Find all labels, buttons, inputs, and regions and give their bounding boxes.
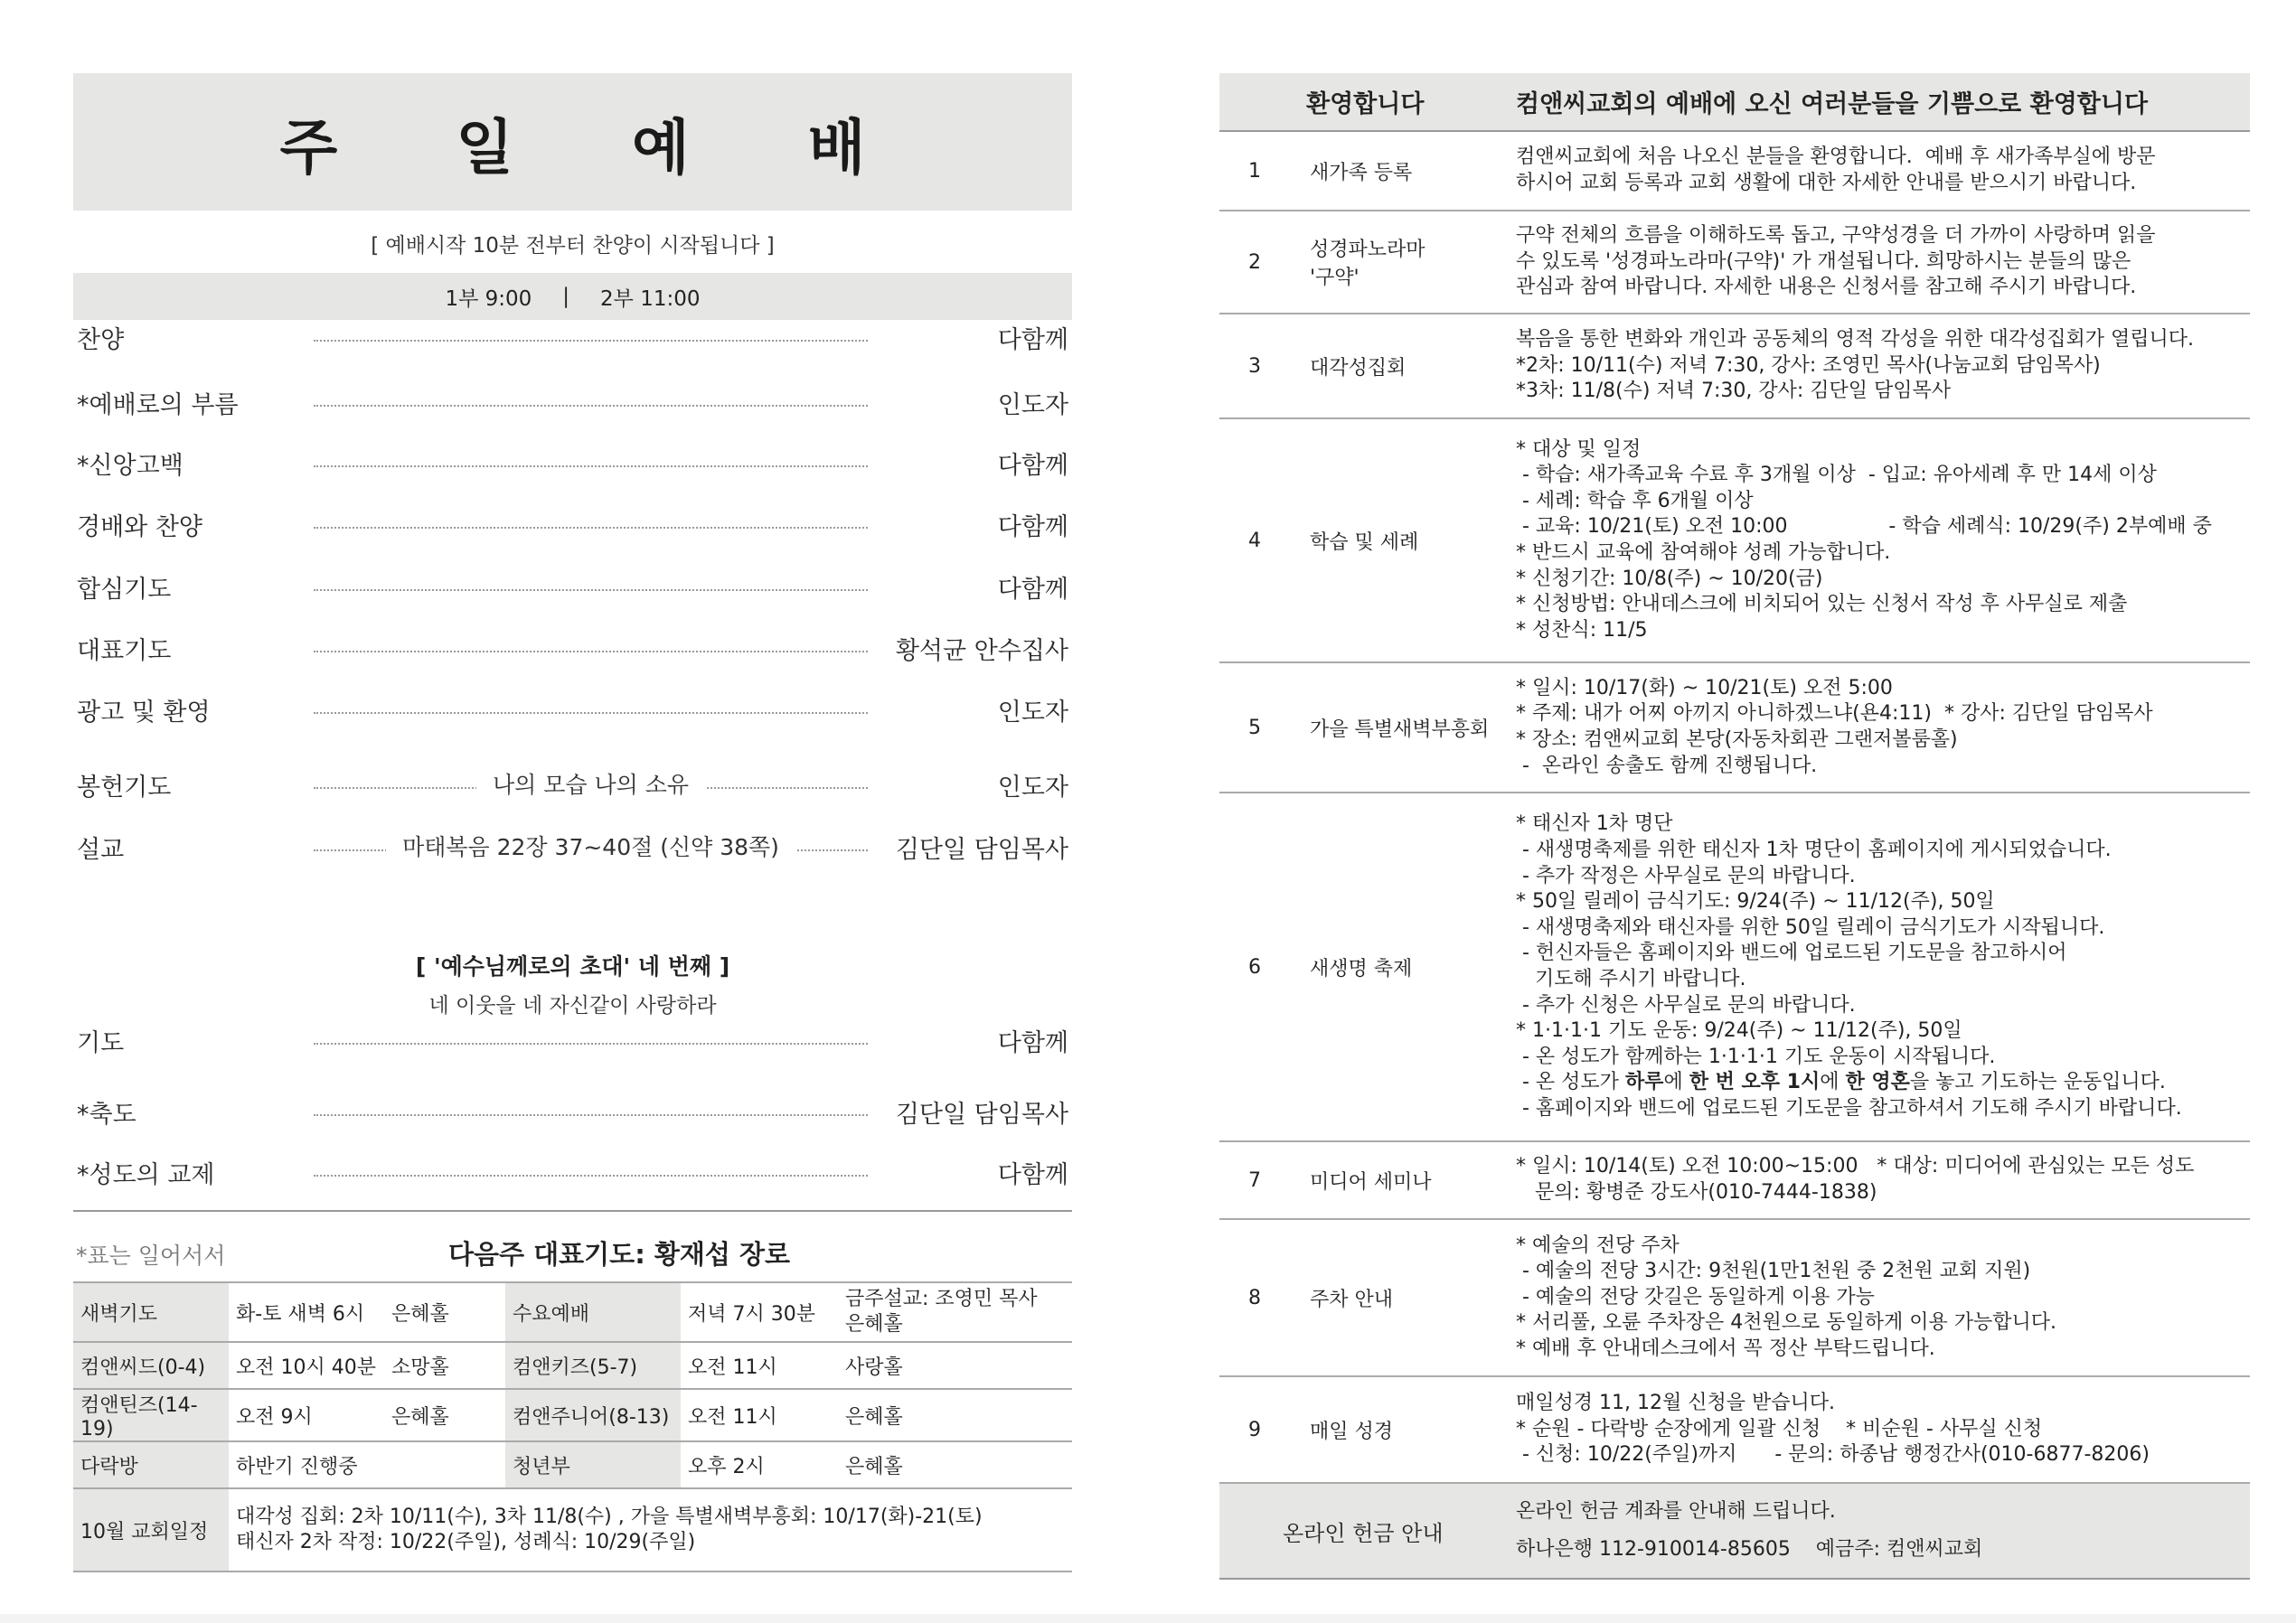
order-item-leader: 다함께 — [997, 1161, 1068, 1189]
order-item-name: *성도의 교제 — [77, 1161, 215, 1189]
order-item — [77, 320, 1072, 356]
order-item-name: *축도 — [77, 1101, 136, 1129]
announcement-line: - 신청: 10/22(주일)까지 - 문의: 하종남 행정간사(010-6877-8206) — [1516, 1443, 2150, 1467]
order-item-leader: 다함께 — [997, 452, 1068, 480]
sermon-subtitle: 네 이웃을 네 자신같이 사랑하라 — [428, 994, 717, 1018]
announcement-category: 성경파노라마 '구약' — [1290, 211, 1507, 314]
sermon-title: [ '예수님께로의 초대' 네 번째 ] — [415, 953, 730, 980]
order-item — [77, 569, 1072, 605]
schedule-cell: 컴앤틴즈(14-19) — [73, 1389, 229, 1441]
announcement-line: 문의: 황병준 강도사(010-7444-1838) — [1516, 1181, 1877, 1204]
announcement-category: 학습 및 세례 — [1290, 418, 1507, 662]
announcement-line: 컴앤씨교회에 처음 나오신 분들을 환영합니다. 예배 후 새가족부실에 방문 — [1516, 145, 2156, 169]
schedule-cell: 새벽기도 — [73, 1282, 229, 1342]
schedule-cell: 소망홀 — [384, 1342, 505, 1389]
announcement-text — [1507, 793, 2250, 1141]
announcement-number: 1 — [1219, 131, 1290, 211]
schedule-cell — [384, 1441, 505, 1488]
order-item — [77, 631, 1072, 667]
schedule-cell: 컴앤키즈(5-7) — [505, 1342, 681, 1389]
page-title: 주 일 예 배 — [279, 112, 915, 183]
announcement-line: - 홈페이지와 밴드에 업로드된 기도문을 참고하셔서 기도해 주시기 바랍니다. — [1516, 1096, 2182, 1120]
announcement-number: 6 — [1219, 793, 1290, 1141]
announcement-line: * 1·1·1·1 기도 운동: 9/24(주) ~ 11/12(주), 50일 — [1516, 1019, 1962, 1043]
order-item — [77, 1094, 1072, 1130]
service-time-1: 1부 9:00 — [445, 286, 532, 311]
announcement-line: * 예술의 전당 주차 — [1516, 1234, 1680, 1257]
online-offering-text: 온라인 헌금 계좌를 안내해 드립니다. 하나은행 112-910014-85605 예금주: 컴앤씨교회 — [1507, 1483, 2250, 1579]
online-offering-row — [1219, 1483, 2250, 1579]
announcement-line: - 온 성도가 함께하는 1·1·1·1 기도 운동이 시작됩니다. — [1516, 1045, 1996, 1068]
announcement-line: 하시어 교회 등록과 교회 생활에 대한 자세한 안내를 받으시기 바랍니다. — [1516, 172, 2137, 194]
dotted-leader — [314, 651, 868, 652]
announcement-row — [1219, 1219, 2250, 1376]
schedule-cell: 컴앤씨드(0-4) — [73, 1342, 229, 1389]
next-week-prayer: 다음주 대표기도: 황재섭 장로 — [448, 1239, 791, 1270]
schedule-cell: 은혜홀 — [384, 1389, 505, 1441]
order-item — [77, 1155, 1072, 1191]
announcement-row — [1219, 131, 2250, 211]
start-notice: [ 예배시작 10분 전부터 찬양이 시작됩니다 ] — [371, 234, 775, 258]
schedule-cell: 은혜홀 — [838, 1389, 1072, 1441]
announcement-category: 주차 안내 — [1290, 1219, 1507, 1376]
announcement-number: 7 — [1219, 1141, 1290, 1219]
time-separator: | — [562, 285, 570, 308]
schedule-cell: 사랑홀 — [838, 1342, 1072, 1389]
order-item-name: 설교 — [77, 836, 125, 864]
worship-order-page — [73, 73, 1072, 1233]
announcement-line: * 예배 후 안내데스크에서 꼭 정산 부탁드립니다. — [1516, 1337, 1935, 1360]
schedule-cell: 저녁 7시 30분 — [681, 1282, 838, 1342]
announcement-line: - 교육: 10/21(토) 오전 10:00 - 학습 세례식: 10/29(주) 2부예배 중 — [1516, 515, 2212, 539]
dotted-leader — [314, 589, 868, 591]
schedule-row — [73, 1389, 1072, 1441]
announcement-line: - 온라인 송출도 함께 진행됩니다. — [1516, 754, 1818, 777]
announcement-text — [1507, 1219, 2250, 1376]
dotted-leader — [314, 1043, 868, 1045]
announcement-text — [1507, 418, 2250, 662]
order-item-leader: 인도자 — [997, 774, 1068, 802]
schedule-cell: 화-토 새벽 6시 — [229, 1282, 384, 1342]
order-item-name: 경배와 찬양 — [77, 513, 202, 541]
page-bottom-strip — [0, 1614, 2296, 1623]
header-welcome: 환영합니다 — [1219, 73, 1507, 131]
announcement-category: 미디어 세미나 — [1290, 1141, 1507, 1219]
announcement-line: * 태신자 1차 명단 — [1516, 812, 1673, 836]
monthly-label: 10월 교회일정 — [73, 1488, 229, 1571]
online-offering-label: 온라인 헌금 안내 — [1219, 1483, 1507, 1579]
announcement-line: * 일시: 10/17(화) ~ 10/21(토) 오전 5:00 — [1516, 676, 1893, 699]
announcement-line: - 새생명축제와 태신자를 위한 50일 릴레이 금식기도가 시작됩니다. — [1516, 915, 2105, 939]
order-item-name: 봉헌기도 — [77, 774, 172, 802]
order-item — [77, 692, 1072, 728]
order-item-detail: 마태복음 22장 37~40절 (신약 38쪽) — [386, 834, 795, 860]
announcement-line: *2차: 10/11(수) 저녁 7:30, 강사: 조영민 목사(나눔교회 담임목사) — [1516, 353, 2101, 377]
order-item — [77, 1023, 1072, 1059]
announcement-line: * 50일 릴레이 금식기도: 9/24(주) ~ 11/12(주), 50일 — [1516, 890, 1995, 914]
announcement-text — [1507, 314, 2250, 418]
schedule-cell: 컴앤주니어(8-13) — [505, 1389, 681, 1441]
announcement-row — [1219, 662, 2250, 793]
announcement-number: 4 — [1219, 418, 1290, 662]
announcement-text — [1507, 131, 2250, 211]
announcement-text — [1507, 1376, 2250, 1483]
order-item-leader: 다함께 — [997, 513, 1068, 541]
announcement-line: 구약 전체의 흐름을 이해하도록 돕고, 구약성경을 더 가까이 사랑하며 읽을 — [1516, 224, 2156, 248]
dotted-leader — [314, 712, 868, 714]
order-item-name: 대표기도 — [77, 637, 172, 665]
announcement-line: * 주제: 내가 어찌 아끼지 아니하겠느냐(욘4:11) * 강사: 김단일 담임목사 — [1516, 702, 2153, 726]
announcement-row — [1219, 418, 2250, 662]
announcement-line: 수 있도록 '성경파노라마(구약)' 가 개설됩니다. 희망하시는 분들의 많은 — [1516, 249, 2131, 273]
announcement-line: - 추가 신청은 사무실로 문의 바랍니다. — [1516, 993, 1856, 1017]
announcement-row — [1219, 211, 2250, 314]
order-item — [77, 767, 1072, 803]
schedule-cell: 다락방 — [73, 1441, 229, 1488]
order-item-leader: 김단일 담임목사 — [895, 836, 1068, 864]
announcement-line: - 학습: 새가족교육 수료 후 3개월 이상 - 입교: 유아세례 후 만 14세 이상 — [1516, 464, 2157, 487]
announcement-number: 3 — [1219, 314, 1290, 418]
announcement-row — [1219, 1376, 2250, 1483]
order-item-detail: 나의 모습 나의 소유 — [476, 772, 705, 798]
schedule-row — [73, 1441, 1072, 1488]
order-item-leader: 다함께 — [997, 326, 1068, 354]
order-item-leader: 인도자 — [997, 391, 1068, 419]
order-item-name: 찬양 — [77, 326, 125, 354]
announcement-line: * 신청기간: 10/8(주) ~ 10/20(금) — [1516, 567, 1823, 590]
announcement-line: 기도해 주시기 바랍니다. — [1516, 968, 1746, 990]
schedule-cell: 오전 11시 — [681, 1342, 838, 1389]
announcement-line: 매일성경 11, 12월 신청을 받습니다. — [1516, 1392, 1835, 1415]
dotted-leader — [314, 340, 868, 342]
header-welcome-text: 컴앤씨교회의 예배에 오신 여러분들을 기쁨으로 환영합니다 — [1507, 73, 2250, 131]
announcement-line: - 새생명축제를 위한 태신자 1차 명단이 홈페이지에 게시되었습니다. — [1516, 839, 2112, 862]
stand-note: *표는 일어서서 — [76, 1243, 226, 1269]
order-item — [77, 446, 1072, 482]
announcement-line: - 세례: 학습 후 6개월 이상 — [1516, 489, 1754, 512]
schedule-cell: 청년부 — [505, 1441, 681, 1488]
order-item-leader: 황석균 안수집사 — [895, 637, 1068, 665]
divider-line — [73, 1210, 1072, 1212]
announcement-line: - 추가 작정은 사무실로 문의 바랍니다. — [1516, 864, 1856, 887]
announcement-category: 대각성집회 — [1290, 314, 1507, 418]
order-item-name: 광고 및 환영 — [77, 699, 211, 727]
announcement-category: 매일 성경 — [1290, 1376, 1507, 1483]
announcement-category: 가을 특별새벽부흥회 — [1290, 662, 1507, 793]
announcement-line: - 예술의 전당 갓길은 동일하게 이용 가능 — [1516, 1285, 1875, 1309]
announcement-line: - 예술의 전당 3시간: 9천원(1만1천원 중 2천원 교회 지원) — [1516, 1260, 2031, 1283]
announcements-table — [1219, 73, 2250, 1580]
announcement-text — [1507, 211, 2250, 314]
announcement-line: * 순원 - 다락방 순장에게 일괄 신청 * 비순원 - 사무실 신청 — [1516, 1417, 2043, 1440]
announcement-line: * 대상 및 일정 — [1516, 437, 1642, 461]
order-item-leader: 다함께 — [997, 1029, 1068, 1057]
schedule-cell: 은혜홀 — [838, 1441, 1072, 1488]
title-banner — [73, 73, 1072, 211]
service-times — [73, 273, 1072, 320]
announcements-header — [1219, 73, 2250, 131]
announcement-line: * 반드시 교육에 참여해야 성례 가능합니다. — [1516, 541, 1891, 564]
schedule-row — [73, 1342, 1072, 1389]
announcement-number: 9 — [1219, 1376, 1290, 1483]
order-item-name: *예배로의 부름 — [77, 391, 239, 419]
announcement-line: - 온 성도가 하루에 한 번 오후 1시에 한 영혼을 놓고 기도하는 운동입니다. — [1516, 1071, 2166, 1094]
announcement-row — [1219, 1141, 2250, 1219]
announcement-number: 2 — [1219, 211, 1290, 314]
announcement-line: * 서리풀, 오륜 주차장은 4천원으로 동일하게 이용 가능합니다. — [1516, 1311, 2056, 1335]
order-item-name: 합심기도 — [77, 576, 172, 604]
schedule-cell: 은혜홀 — [384, 1282, 505, 1342]
dotted-leader — [314, 527, 868, 529]
order-item — [77, 385, 1072, 421]
schedule-cell: 금주설교: 조영민 목사 은혜홀 — [838, 1282, 1072, 1342]
order-item-leader: 다함께 — [997, 576, 1068, 604]
announcement-line: 관심과 참여 바랍니다. 자세한 내용은 신청서를 참고해 주시기 바랍니다. — [1516, 276, 2137, 299]
order-item-name: *신앙고백 — [77, 452, 183, 480]
order-item — [77, 830, 1072, 866]
announcement-line: * 성찬식: 11/5 — [1516, 618, 1648, 642]
monthly-schedule-row — [73, 1488, 1072, 1571]
announcement-line: *3차: 11/8(수) 저녁 7:30, 강사: 김단일 담임목사 — [1516, 380, 1952, 403]
order-item — [77, 507, 1072, 543]
dotted-leader — [314, 465, 868, 467]
announcement-category: 새생명 축제 — [1290, 793, 1507, 1141]
announcement-number: 8 — [1219, 1219, 1290, 1376]
schedule-cell: 하반기 진행중 — [229, 1441, 384, 1488]
worship-order-list — [73, 320, 1072, 1233]
weekly-schedule-table — [73, 1281, 1072, 1572]
announcement-line: - 헌신자들은 홈페이지와 밴드에 업로드된 기도문을 참고하시어 — [1516, 942, 2067, 965]
schedule-cell: 오전 11시 — [681, 1389, 838, 1441]
service-time-2: 2부 11:00 — [600, 286, 701, 311]
announcement-line: * 장소: 컴앤씨교회 본당(자동차회관 그랜저볼룸홀) — [1516, 728, 1958, 751]
schedule-cell: 오전 9시 — [229, 1389, 384, 1441]
announcement-line: 복음을 통한 변화와 개인과 공동체의 영적 각성을 위한 대각성집회가 열립니다. — [1516, 328, 2194, 352]
announcement-text — [1507, 662, 2250, 793]
announcement-line: * 일시: 10/14(토) 오전 10:00~15:00 * 대상: 미디어에 관심있는 모든 성도 — [1516, 1155, 2195, 1178]
dotted-leader — [314, 1175, 868, 1177]
announcement-text — [1507, 1141, 2250, 1219]
schedule-cell: 수요예배 — [505, 1282, 681, 1342]
schedule-row — [73, 1282, 1072, 1342]
monthly-events: 대각성 집회: 2차 10/11(수), 3차 11/8(수) , 가을 특별새벽부흥회: 10/17(화)-21(토) 태신자 2차 작정: 10/22(주일), 성례식: 10/29(주일) — [229, 1488, 1072, 1571]
announcement-category: 새가족 등록 — [1290, 131, 1507, 211]
dotted-leader — [314, 405, 868, 407]
announcement-line: * 신청방법: 안내데스크에 비치되어 있는 신청서 작성 후 사무실로 제출 — [1516, 593, 2128, 616]
dotted-leader — [314, 1114, 868, 1116]
schedule-cell: 오전 10시 40분 — [229, 1342, 384, 1389]
announcement-row — [1219, 793, 2250, 1141]
schedule-cell: 오후 2시 — [681, 1441, 838, 1488]
order-item-leader: 김단일 담임목사 — [895, 1101, 1068, 1129]
announcement-number: 5 — [1219, 662, 1290, 793]
announcement-row — [1219, 314, 2250, 418]
order-item-name: 기도 — [77, 1029, 125, 1057]
order-item-leader: 인도자 — [997, 699, 1068, 727]
